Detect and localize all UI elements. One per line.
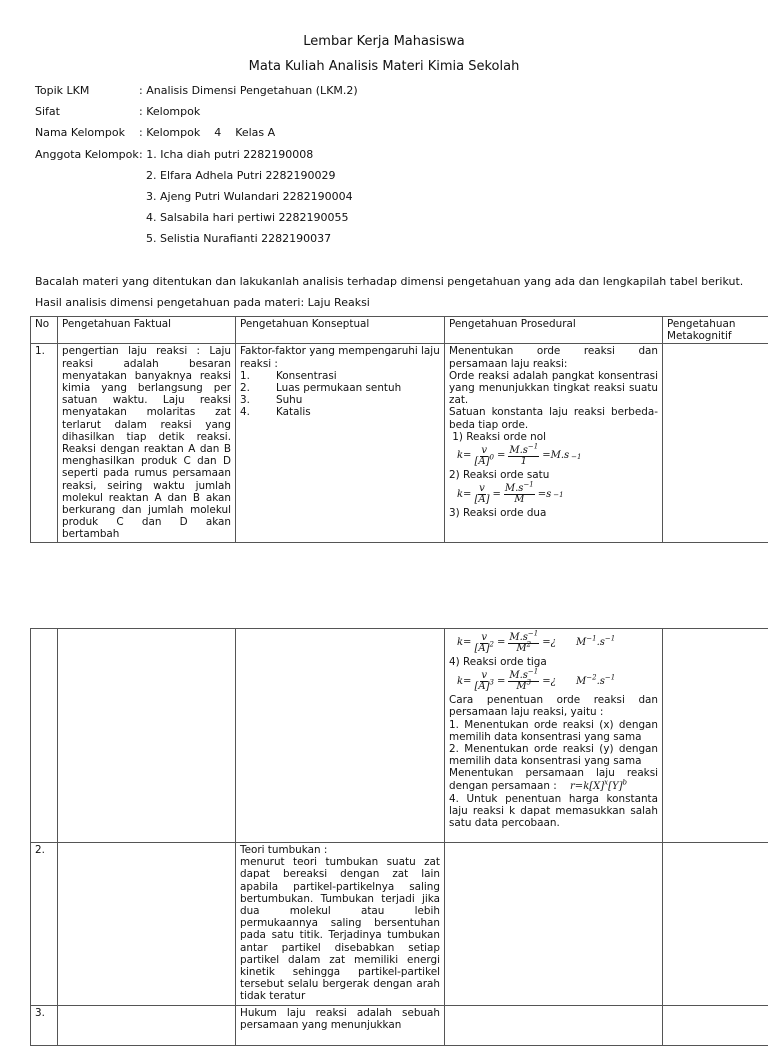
table-row — [31, 1006, 768, 1046]
cont-konseptual — [236, 629, 445, 843]
orde-tiga-label: 4) Reaksi orde tiga — [449, 656, 658, 668]
row3-metakognitif — [663, 1006, 768, 1046]
item-number: 2. — [240, 382, 250, 394]
member-3: 3. Ajeng Putri Wulandari 2282190004 — [146, 190, 353, 203]
step-1: 1. Menentukan orde reaksi (x) dengan memilih data konsentrasi yang sama — [449, 719, 658, 743]
row1-prosedural — [445, 344, 663, 543]
row1-no: 1. — [31, 344, 58, 543]
table-row — [31, 629, 768, 843]
item-text: Katalis — [276, 406, 311, 418]
meta-sifat — [35, 105, 200, 118]
row2-no: 2. — [31, 843, 58, 1006]
cont-metakognitif — [663, 629, 768, 843]
header-faktual: Pengetahuan Faktual — [58, 317, 236, 344]
row1-faktual: pengertian laju reaksi : Laju reaksi adalah besaran menyatakan banyaknya reaksi kimia yang berlangsung per satuan waktu. Laju reaksi menyatakan molaritas zat terlarut dalam reaksi yang dihasilkan tiap detik reaksi. Reaksi dengan reaktan A dan B menghasilkan produk C dan D seperti pada rumus persamaan reaksi, seiring waktu jumlah molekul reaktan A dan B akan berkurang dan jumlah molekul produk C dan D akan bertambah — [58, 344, 236, 543]
meta-label: Topik LKM — [35, 84, 139, 97]
step-3 — [449, 767, 658, 792]
header-metakognitif: Pengetahuan Metakognitif — [663, 317, 768, 344]
table-row — [31, 344, 768, 543]
item-text: Konsentrasi — [276, 370, 337, 382]
page-title: Lembar Kerja Mahasiswa — [0, 34, 768, 49]
member-2: 2. Elfara Adhela Putri 2282190029 — [146, 169, 336, 182]
member-1: : 1. Icha diah putri 2282190008 — [139, 148, 313, 161]
meta-label: Nama Kelompok — [35, 126, 139, 139]
table-header-row — [31, 317, 768, 344]
item-text: Suhu — [276, 394, 302, 406]
list-item — [240, 394, 440, 406]
cont-prosedural — [445, 629, 663, 843]
row2-konseptual: Teori tumbukan : menurut teori tumbukan suatu zat dapat bereaksi dengan zat lain apabila partikel-partikelnya saling bertumbukan. Tumbukan terjadi jika dua molekul atau lebih permukaannya saling bersentuhan pada satu titik. Terjadinya tumbukan antar partikel disebabkan setiap partikel dalam zat memiliki energi kinetik sehingga partikel-partikel tersebut selalu bergerak dengan arah tidak teratur — [236, 843, 445, 1006]
cara-text: Cara penentuan orde reaksi dan persamaan laju reaksi, yaitu : — [449, 694, 658, 718]
prosedural-p1: Menentukan orde reaksi dan persamaan laju reaksi: — [449, 345, 658, 369]
list-item — [240, 370, 440, 382]
analysis-caption: Hasil analisis dimensi pengetahuan pada materi: Laju Reaksi — [35, 296, 370, 309]
meta-topik — [35, 84, 358, 97]
item-number: 1. — [240, 370, 250, 382]
item-number: 3. — [240, 394, 250, 406]
header-konseptual: Pengetahuan Konseptual — [236, 317, 445, 344]
row2-faktual — [58, 843, 236, 1006]
row1-metakognitif — [663, 344, 768, 543]
formula-rate-law: $r=k[X]^x[Y]^b$ — [570, 781, 627, 792]
meta-nama — [35, 126, 275, 139]
meta-label: Anggota Kelompok — [35, 148, 139, 161]
row1-konseptual — [236, 344, 445, 543]
member-5: 5. Selistia Nurafianti 2282190037 — [146, 232, 331, 245]
formula-orde-dua: k= $\frac{v}{[A]^2}$ = $\frac{M.s^{-1}}{M^2}$ =¿ $M^{-1}.s^{-1}$ — [457, 633, 658, 654]
list-item — [240, 406, 440, 418]
konseptual-intro: Faktor-faktor yang mempengaruhi laju reaksi : — [240, 345, 440, 369]
cont-faktual — [58, 629, 236, 843]
meta-anggota — [35, 148, 313, 161]
step-4: 4. Untuk penentuan harga konstanta laju reaksi k dapat memasukkan salah satu data percobaan. — [449, 793, 658, 830]
row2-metakognitif — [663, 843, 768, 1006]
meta-label: Sifat — [35, 105, 139, 118]
analysis-table-page2 — [30, 628, 768, 1046]
orde-satu-label: 2) Reaksi orde satu — [449, 469, 658, 481]
row3-konseptual: Hukum laju reaksi adalah sebuah persamaan yang menunjukkan — [236, 1006, 445, 1046]
instruction-text: Bacalah materi yang ditentukan dan lakukanlah analisis terhadap dimensi pengetahuan yang ada dan lengkapilah tabel berikut. — [35, 275, 743, 288]
meta-value: : Kelompok — [139, 105, 200, 118]
row3-faktual — [58, 1006, 236, 1046]
page-subtitle: Mata Kuliah Analisis Materi Kimia Sekolah — [0, 59, 768, 74]
orde-nol-label: 1) Reaksi orde nol — [449, 431, 658, 443]
row3-no: 3. — [31, 1006, 58, 1046]
item-text: Luas permukaan sentuh — [276, 382, 401, 394]
formula-orde-tiga: k= $\frac{v}{[A]^3}$ = $\frac{M.s^{-1}}{M^3}$ =¿ $M^{-2}.s^{-1}$ — [457, 671, 658, 692]
step-3-text: Menentukan persamaan laju reaksi dengan persamaan : — [449, 767, 658, 791]
header-no: No — [31, 317, 58, 344]
prosedural-p3: Satuan konstanta laju reaksi berbeda-beda tiap orde. — [449, 406, 658, 430]
formula-orde-nol: k= $\frac{v}{[A]^0}$ = $\frac{M.s^{-1}}{1}$ =M.s −1 — [457, 446, 658, 467]
cont-no — [31, 629, 58, 843]
list-item — [240, 382, 440, 394]
prosedural-p2: Orde reaksi adalah pangkat konsentrasi yang menunjukkan tingkat reaksi suatu zat. — [449, 370, 658, 407]
step-2: 2. Menentukan orde reaksi (y) dengan memilih data konsentrasi yang sama — [449, 743, 658, 767]
factor-list — [240, 370, 440, 419]
header-prosedural: Pengetahuan Prosedural — [445, 317, 663, 344]
meta-value: : Kelompok 4 Kelas A — [139, 126, 275, 139]
meta-value: : Analisis Dimensi Pengetahuan (LKM.2) — [139, 84, 358, 97]
row3-prosedural — [445, 1006, 663, 1046]
member-4: 4. Salsabila hari pertiwi 2282190055 — [146, 211, 349, 224]
table-row — [31, 843, 768, 1006]
analysis-table-page1 — [30, 316, 768, 543]
row2-prosedural — [445, 843, 663, 1006]
orde-dua-label: 3) Reaksi orde dua — [449, 507, 658, 519]
formula-orde-satu: k= $\frac{v}{[A]}$ = $\frac{M.s^{-1}}{M}$ =s −1 — [457, 484, 658, 505]
item-number: 4. — [240, 406, 250, 418]
